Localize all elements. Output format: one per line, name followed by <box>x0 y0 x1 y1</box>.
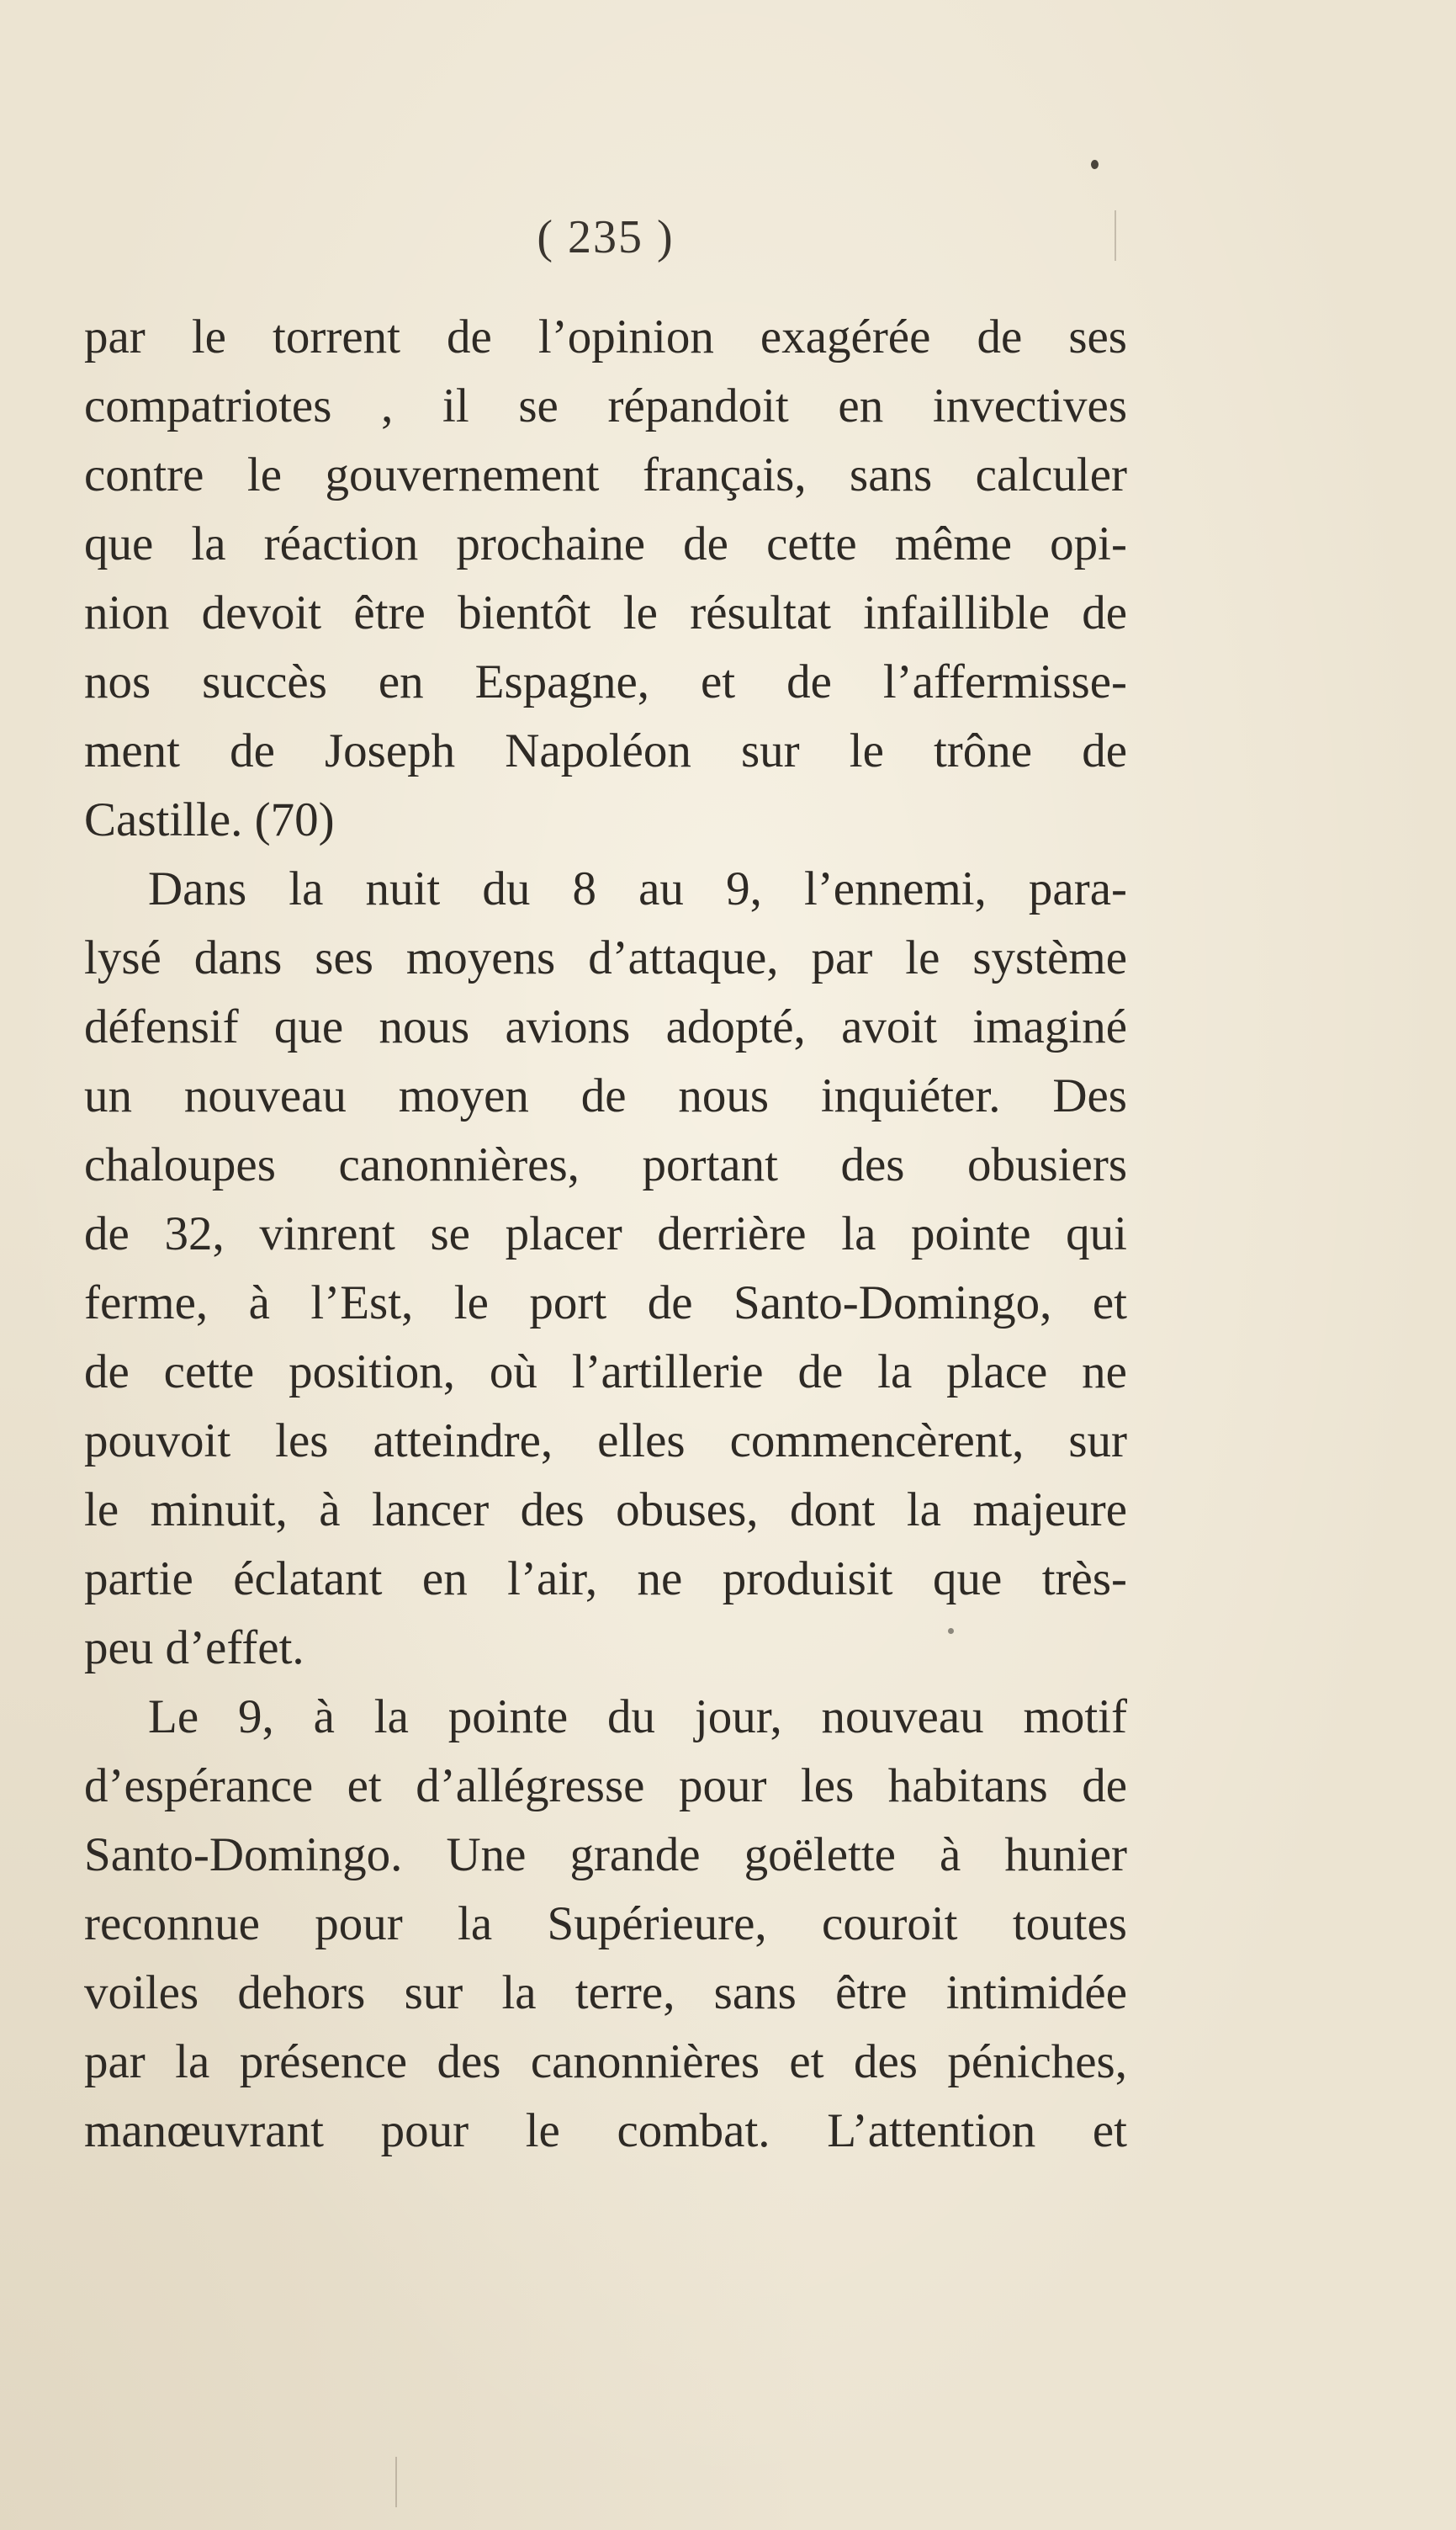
text-line: manœuvrant pour le combat. L’attention et <box>84 2104 1127 2157</box>
text-line: défensif que nous avions adopté, avoit imaginé <box>84 1000 1127 1053</box>
text-line: Castille. (70) <box>84 793 335 846</box>
text-line: le minuit, à lancer des obuses, dont la majeure <box>84 1483 1127 1536</box>
text-line: ment de Joseph Napoléon sur le trône de <box>84 724 1127 777</box>
text-line: reconnue pour la Supérieure, couroit toutes <box>84 1897 1127 1950</box>
text-line: voiles dehors sur la terre, sans être intimidée <box>84 1966 1127 2019</box>
text-line: nos succès en Espagne, et de l’affermisse- <box>84 655 1127 708</box>
text-line: nion devoit être bientôt le résultat infaillible de <box>84 586 1127 639</box>
text-line: lysé dans ses moyens d’attaque, par le système <box>84 931 1127 984</box>
text-line: Le 9, à la pointe du jour, nouveau motif <box>148 1690 1127 1743</box>
text-line: que la réaction prochaine de cette même opi- <box>84 517 1127 570</box>
text-line: chaloupes canonnières, portant des obusiers <box>84 1138 1127 1191</box>
paragraph-1 <box>84 303 1127 855</box>
text-line: de 32, vinrent se placer derrière la pointe qui <box>84 1207 1127 1260</box>
text-line: par le torrent de l’opinion exagérée de ses <box>84 310 1127 363</box>
text-line: un nouveau moyen de nous inquiéter. Des <box>84 1069 1127 1122</box>
text-line: Dans la nuit du 8 au 9, l’ennemi, para- <box>148 862 1127 915</box>
body-text <box>84 303 1127 2166</box>
text-line: contre le gouvernement français, sans calculer <box>84 448 1127 501</box>
page-number: ( 235 ) <box>537 211 675 263</box>
paper-mark <box>395 2457 397 2507</box>
text-line: compatriotes , il se répandoit en invectives <box>84 379 1127 432</box>
text-line: peu d’effet. <box>84 1621 304 1674</box>
paragraph-3 <box>84 1683 1127 2166</box>
text-line: partie éclatant en l’air, ne produisit que très- <box>84 1552 1127 1605</box>
text-line: pouvoit les atteindre, elles commencèrent, sur <box>84 1414 1127 1467</box>
paragraph-2 <box>84 855 1127 1683</box>
text-line: de cette position, où l’artillerie de la place ne <box>84 1345 1127 1398</box>
text-line: ferme, à l’Est, le port de Santo-Domingo, et <box>84 1276 1127 1329</box>
text-line: Santo-Domingo. Une grande goëlette à hunier <box>84 1828 1127 1881</box>
ink-speck <box>1091 160 1099 169</box>
text-line: par la présence des canonnières et des péniches, <box>84 2035 1127 2088</box>
text-line: d’espérance et d’allégresse pour les habitans de <box>84 1759 1127 1812</box>
